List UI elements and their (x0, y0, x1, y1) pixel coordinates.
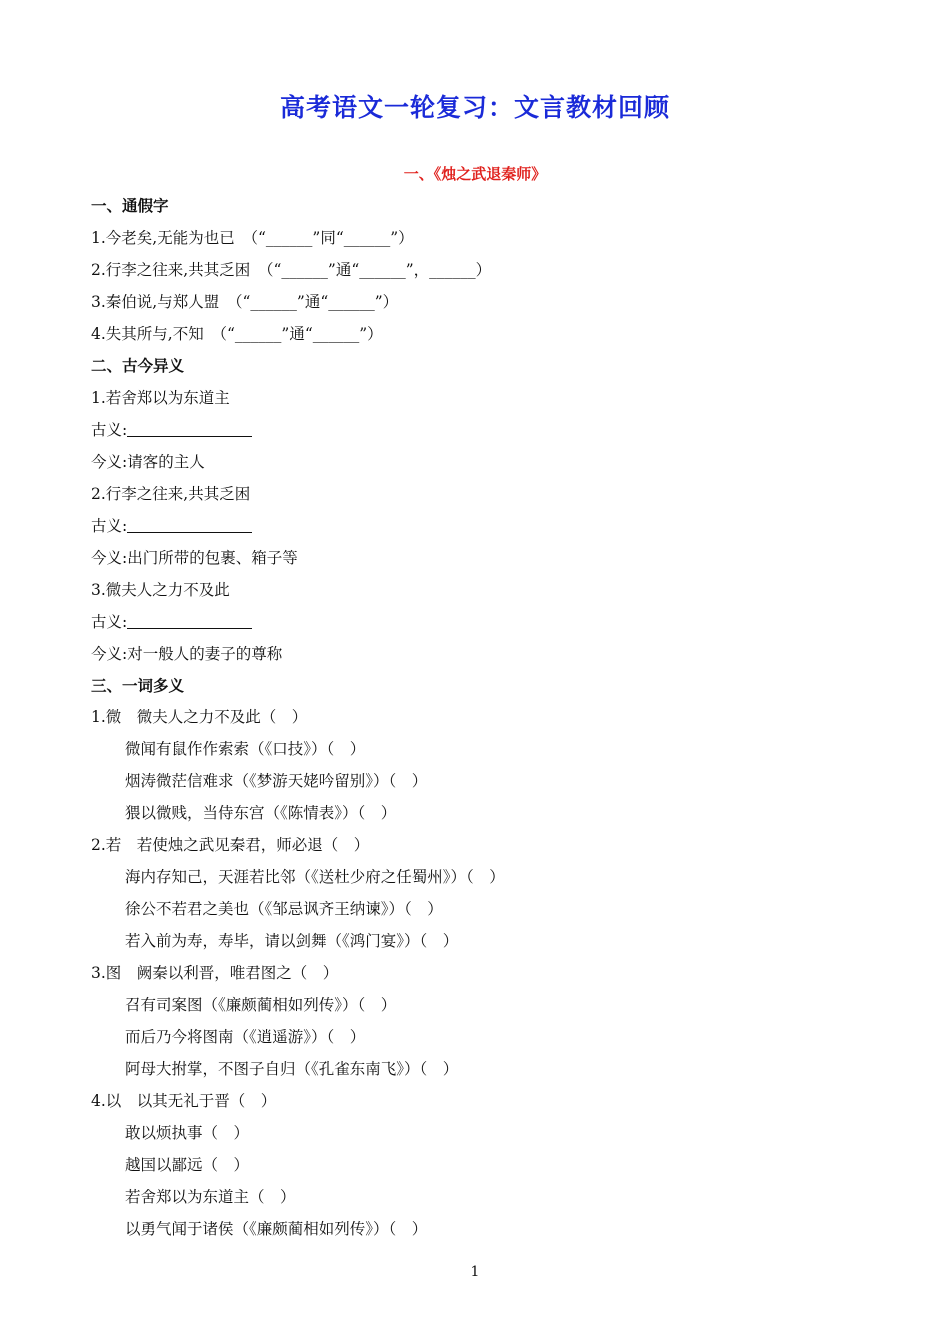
heading-yici: 三、一词多义 (91, 677, 185, 695)
gujin-sentence: 2.行李之往来,共其乏困 (91, 485, 251, 503)
gujin-sentence: 1.若舍郑以为东道主 (91, 389, 230, 407)
yici-main: 4.以 以其无礼于晋（ ） (91, 1092, 277, 1110)
tongjia-item: 3.秦伯说,与郑人盟 （“______”通“______”） (91, 293, 399, 311)
gujin-jin: 今义:对一般人的妻子的尊称 (91, 645, 283, 663)
gujin-sentence: 3.微夫人之力不及此 (91, 581, 230, 599)
gujin-gu-row (91, 419, 252, 441)
answer-blank (127, 516, 252, 533)
gujin-jin: 今义:出门所带的包裹、箱子等 (91, 549, 298, 567)
yici-main: 3.图 阙秦以利晋，唯君图之（ ） (91, 964, 339, 982)
gu-label: 古义: (91, 613, 128, 631)
tongjia-item: 1.今老矣,无能为也已 （“______”同“______”） (91, 229, 414, 247)
yici-sub: 若入前为寿，寿毕，请以剑舞（《鸿门宴》）（ ） (125, 932, 459, 950)
page-title: 高考语文一轮复习：文言教材回顾 (279, 93, 670, 122)
gu-label: 古义: (91, 517, 128, 535)
yici-sub: 海内存知己，天涯若比邻（《送杜少府之任蜀州》）（ ） (125, 868, 505, 886)
yici-sub: 若舍郑以为东道主（ ） (125, 1188, 296, 1206)
gujin-jin: 今义:请客的主人 (91, 453, 205, 471)
yici-sub: 以勇气闻于诸侯（《廉颇蔺相如列传》）（ ） (125, 1220, 428, 1238)
yici-sub: 微闻有鼠作作索索（《口技》）（ ） (125, 740, 366, 758)
yici-sub: 烟涛微茫信难求（《梦游天姥吟留别》）（ ） (125, 772, 428, 790)
answer-blank (127, 612, 252, 629)
yici-sub: 徐公不若君之美也（《邹忌讽齐王纳谏》）（ ） (125, 900, 443, 918)
tongjia-item: 2.行李之往来,共其乏困 （“______”通“______”，______） (91, 261, 492, 279)
yici-sub: 敢以烦执事（ ） (125, 1124, 250, 1142)
gujin-gu-row (91, 515, 252, 537)
gujin-gu-row (91, 611, 252, 633)
gu-label: 古义: (91, 421, 128, 439)
yici-sub: 召有司案图（《廉颇蔺相如列传》）（ ） (125, 996, 397, 1014)
yici-sub: 猥以微贱，当侍东宫（《陈情表》）（ ） (125, 804, 397, 822)
yici-main: 2.若 若使烛之武见秦君，师必退（ ） (91, 836, 370, 854)
heading-tongjia: 一、通假字 (91, 197, 169, 215)
heading-gujin: 二、古今异义 (91, 357, 185, 375)
page-number: 1 (470, 1264, 480, 1280)
yici-sub: 阿母大拊掌，不图子自归（《孔雀东南飞》）（ ） (125, 1060, 459, 1078)
yici-sub: 越国以鄙远（ ） (125, 1156, 250, 1174)
tongjia-item: 4.失其所与,不知 （“______”通“______”） (91, 325, 383, 343)
section-subtitle: 一、《烛之武退秦师》 (403, 165, 547, 183)
answer-blank (127, 420, 252, 437)
yici-main: 1.微 微夫人之力不及此（ ） (91, 708, 308, 726)
yici-sub: 而后乃今将图南（《逍遥游》）（ ） (125, 1028, 366, 1046)
